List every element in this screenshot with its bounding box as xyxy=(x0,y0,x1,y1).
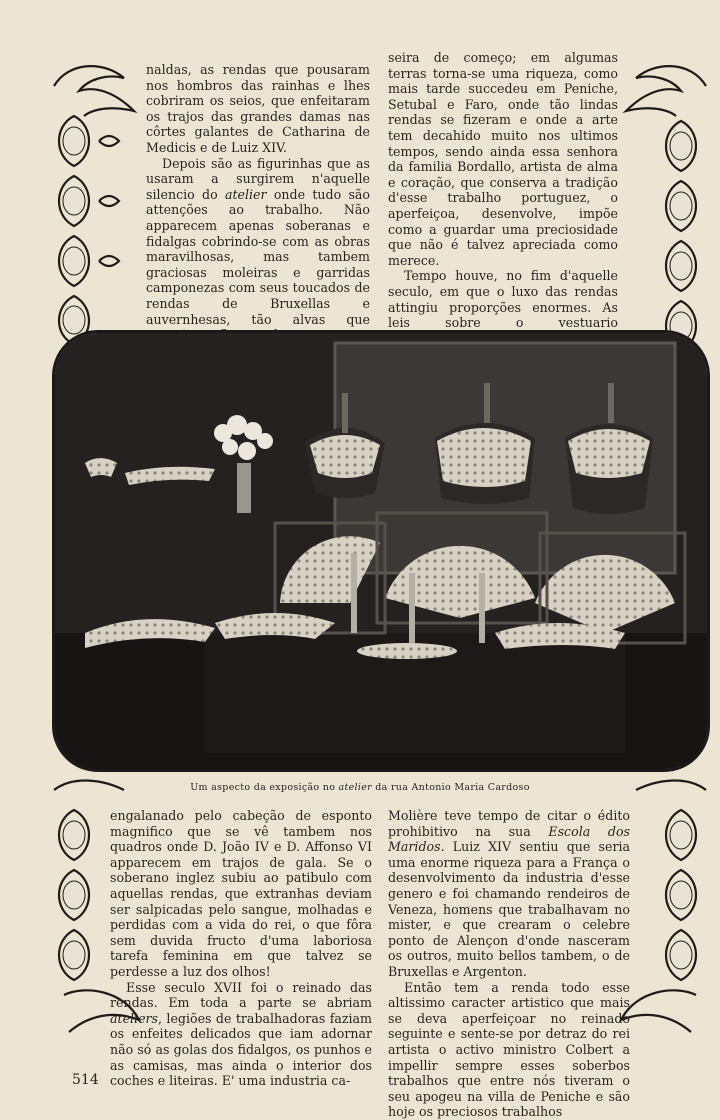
lace-border-right-top xyxy=(616,56,716,356)
paragraph: naldas, as rendas que pousaram nos hombros das rainhas e lhes cobriram os seios, que enfeitaram os trajos das grandes damas nas côrtes galantes de Catharina de Medicis e de Luiz XIV. xyxy=(146,62,370,155)
page-number: 514 xyxy=(72,1072,99,1088)
paragraph: Depois são as figurinhas que as usaram a surgirem n'aquelle silencio do atelier onde tudo são attenções ao trabalho. Não apparecem apenas soberanas e fidalgas cobrindo-se com as obras maravilhosas, mas tambem graciosas moleiras e garridas camponezas com seus toucados de rendas de Bruxellas e auvernhesas, tão alvas que xyxy=(146,155,370,327)
paragraph: Tempo houve, no fim d'aquelle seculo, em que o luxo das rendas attingiu proporções enormes. As leis sobre o vestuario xyxy=(388,268,618,331)
exhibition-photograph xyxy=(52,330,710,772)
article-column-bottom-left xyxy=(110,808,372,1089)
photo-caption: Um aspecto da exposição no atelier da rua Antonio Maria Cardoso xyxy=(190,782,530,793)
paragraph: Esse seculo XVII foi o reinado das rendas. Em toda a parte se abriam ateliers, legiões de trabalhadoras faziam os enfeites delicados que iam adornar não só as golas dos fidalgos, os punhos e as camisas, mas ainda o interior dos coches e liteiras. E' uma industria ca- xyxy=(110,979,372,1089)
paragraph: engalanado pelo cabeção de esponto magnifico que se vê tambem nos quadros onde D. João IV e D. Affonso VI apparecem em trajos de gala. Se o soberano inglez subiu ao patibulo com aquellas rendas, que extranhas deviam ser salpicadas pelo sangue, molhadas e perdidas com a vida do rei, o que fôra sem duvida fructo d'uma laboriosa tarefa feminina em que talvez se perdesse a luz dos olhos! xyxy=(110,808,372,979)
paragraph: Então tem a renda todo esse altissimo caracter artistico que mais se deva aperfeiçoar no reinado seguinte e sente-se por detraz do rei artista o activo ministro Colbert a impellir sempre esses soberbos trabalhos que entre nós tiveram o seu apogeu na villa de Peniche e são hoje os preciosos trabalhos xyxy=(388,979,630,1120)
paragraph: Molière teve tempo de citar o édito prohibitivo na sua Escola dos Maridos. Luiz XIV sentiu que seria uma enorme riqueza para a França o desenvolvimento da industria d'esse genero e foi chamando rendeiros de Veneza, homens que trabalhavam no mister, e que crearam o celebre ponto de Alençon d'onde nasceram os outros, muito bellos tambem, o de Bruxellas e Argenton. xyxy=(388,808,631,979)
article-column-bottom-right xyxy=(388,808,630,1120)
paragraph: seira de começo; em algumas terras torna-se uma riqueza, como mais tarde succedeu em Peniche, Setubal e Faro, onde tão lindas rendas se fizeram e onde a arte tem decahido muito nos ultimos tempos, sendo ainda essa senhora da familia Bordallo, artista de alma e coração, que conserva a tradição d'esse trabalho portuguez, o aperfeiçoa, desenvolve, impõe como a guardar uma preciosidade que não é talvez apreciada como merece. xyxy=(388,50,618,268)
lace-border-left-top xyxy=(44,56,144,346)
photo-illustration xyxy=(55,333,707,769)
